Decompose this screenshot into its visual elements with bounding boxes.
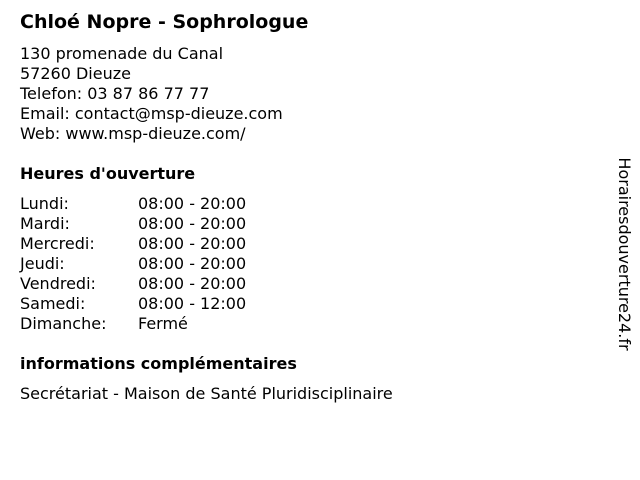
hours-row-wednesday xyxy=(20,234,246,254)
hours-row-friday xyxy=(20,274,246,294)
page-title: Chloé Nopre - Sophrologue xyxy=(20,11,309,33)
hours-time: 08:00 - 20:00 xyxy=(138,254,247,273)
hours-table xyxy=(20,194,246,334)
hours-time: 08:00 - 20:00 xyxy=(138,214,247,233)
hours-row-monday xyxy=(20,194,246,214)
city-address: 57260 Dieuze xyxy=(20,64,131,83)
hours-time: 08:00 - 12:00 xyxy=(138,294,247,313)
hours-day: Mardi: xyxy=(20,214,70,233)
address-block xyxy=(20,44,283,144)
hours-time: 08:00 - 20:00 xyxy=(138,274,247,293)
hours-row-sunday xyxy=(20,314,246,334)
site-watermark: Horairesdouverture24.fr xyxy=(615,157,634,351)
info-heading: informations complémentaires xyxy=(20,354,297,373)
hours-day: Jeudi: xyxy=(20,254,65,273)
phone-line: Telefon: 03 87 86 77 77 xyxy=(20,84,210,103)
hours-heading: Heures d'ouverture xyxy=(20,164,196,183)
hours-row-tuesday xyxy=(20,214,246,234)
hours-row-saturday xyxy=(20,294,246,314)
hours-day: Mercredi: xyxy=(20,234,95,253)
hours-day: Dimanche: xyxy=(20,314,107,333)
hours-row-thursday xyxy=(20,254,246,274)
info-text: Secrétariat - Maison de Santé Pluridisciplinaire xyxy=(20,384,393,403)
email-line: Email: contact@msp-dieuze.com xyxy=(20,104,283,123)
hours-time: 08:00 - 20:00 xyxy=(138,194,247,213)
web-line: Web: www.msp-dieuze.com/ xyxy=(20,124,246,143)
hours-day: Vendredi: xyxy=(20,274,96,293)
street-address: 130 promenade du Canal xyxy=(20,44,224,63)
hours-day: Samedi: xyxy=(20,294,86,313)
hours-time: 08:00 - 20:00 xyxy=(138,234,247,253)
hours-day: Lundi: xyxy=(20,194,69,213)
hours-time: Fermé xyxy=(138,314,188,333)
